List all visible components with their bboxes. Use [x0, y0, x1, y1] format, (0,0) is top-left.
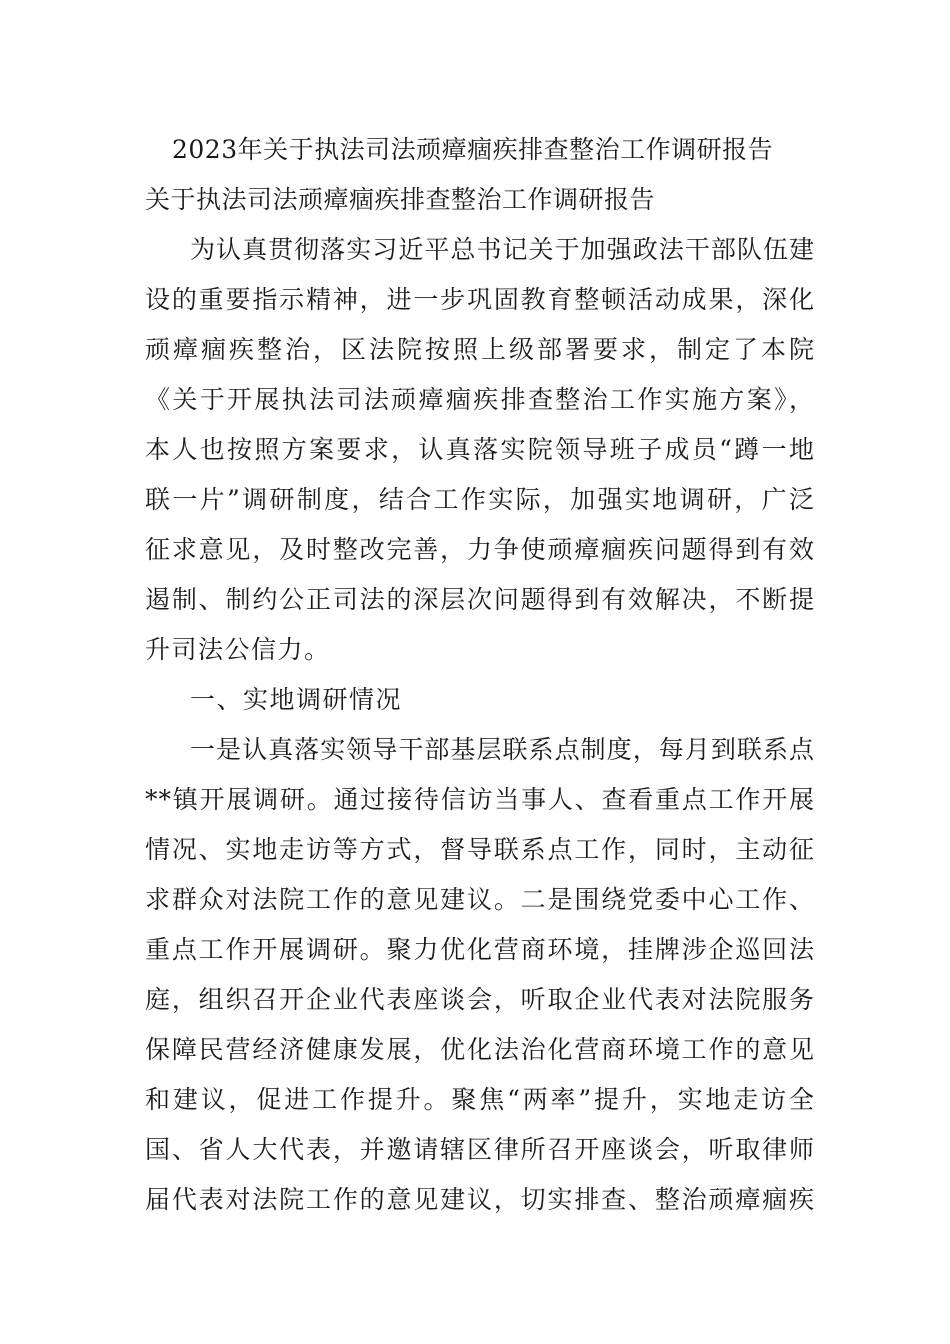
paragraph-line: 国、省人大代表，并邀请辖区律所召开座谈会，听取律师: [145, 1135, 815, 1164]
paragraph-line: 求群众对法院工作的意见建议。二是围绕党委中心工作、: [145, 885, 815, 914]
paragraph-line: 联一片”调研制度，结合工作实际，加强实地调研，广泛: [145, 485, 815, 514]
paragraph-line: 《关于开展执法司法顽瘴痼疾排查整治工作实施方案》，: [145, 385, 815, 414]
paragraph-line: **镇开展调研。通过接待信访当事人、查看重点工作开展: [145, 785, 815, 814]
paragraph-line: 本人也按照方案要求，认真落实院领导班子成员“蹲一地: [145, 435, 815, 464]
paragraph-line: 征求意见，及时整改完善，力争使顽瘴痼疾问题得到有效: [145, 535, 815, 564]
paragraph-line: 一是认真落实领导干部基层联系点制度，每月到联系点: [190, 735, 815, 764]
paragraph-line: 和建议，促进工作提升。聚焦“两率”提升，实地走访全: [145, 1085, 815, 1114]
paragraph-line: 为认真贯彻落实习近平总书记关于加强政法干部队伍建: [190, 235, 815, 264]
paragraph-line: 重点工作开展调研。聚力优化营商环境，挂牌涉企巡回法: [145, 935, 815, 964]
document-title: 2023年关于执法司法顽瘴痼疾排查整治工作调研报告: [172, 135, 774, 164]
section-heading: 一、实地调研情况: [190, 685, 403, 714]
paragraph-line: 情况、实地走访等方式，督导联系点工作，同时，主动征: [145, 835, 815, 864]
paragraph-line: 届代表对法院工作的意见建议，切实排查、整治顽瘴痼疾: [145, 1185, 815, 1214]
paragraph-line: 保障民营经济健康发展，优化法治化营商环境工作的意见: [145, 1035, 815, 1064]
paragraph-line: 设的重要指示精神，进一步巩固教育整顿活动成果，深化: [145, 285, 815, 314]
paragraph-line: 顽瘴痼疾整治，区法院按照上级部署要求，制定了本院: [145, 335, 815, 364]
paragraph-line: 升司法公信力。: [145, 635, 331, 664]
paragraph-line: 庭，组织召开企业代表座谈会，听取企业代表对法院服务: [145, 985, 815, 1014]
document-subtitle: 关于执法司法顽瘴痼疾排查整治工作调研报告: [145, 185, 656, 214]
paragraph-line: 遏制、制约公正司法的深层次问题得到有效解决，不断提: [145, 585, 815, 614]
